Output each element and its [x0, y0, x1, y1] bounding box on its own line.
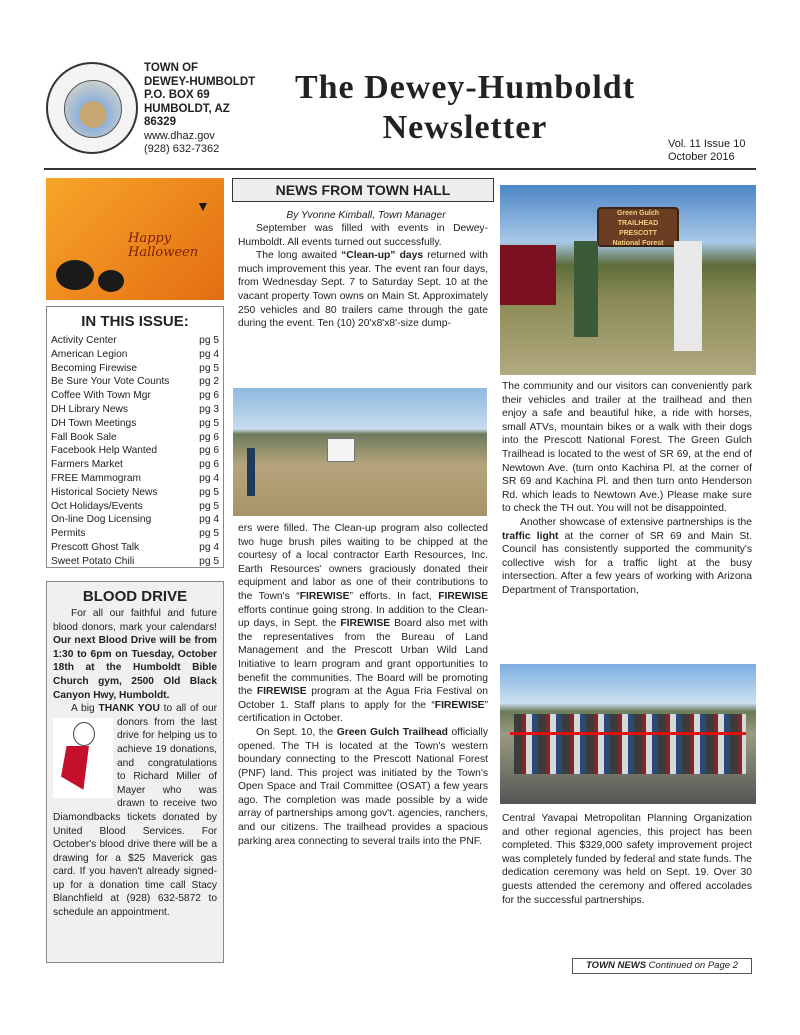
emphasis: FIREWISE: [340, 618, 391, 630]
toc-item[interactable]: [47, 389, 223, 403]
blood-drive-paragraph: [47, 702, 223, 920]
address-line: HUMBOLDT, AZ: [144, 102, 230, 115]
text: Another showcase of extensive partnerships is the: [520, 516, 752, 528]
toc-item[interactable]: [47, 362, 223, 376]
toc-item[interactable]: [47, 513, 223, 527]
toc-item-page: pg 5: [199, 528, 219, 540]
paragraph: [238, 222, 488, 249]
toc-item-page: pg 5: [199, 417, 219, 429]
text: Central Yavapai Metropolitan Planning Organization and other regional agencies, this project has been completed. This $329,000 safety improvement project was completely funded by federal and state funds. The dedication ceremony was held on Sept. 19. Over 30 guests attended the ceremony and offered accolades for the successful partnerships.: [502, 813, 752, 906]
text: September was filled with events in Dewey-Humboldt. All events turned out successfully.: [238, 223, 488, 248]
toc-item-label: On-line Dog Licensing: [51, 514, 152, 526]
toc-item[interactable]: [47, 334, 223, 348]
pumpkin-icon: [56, 260, 94, 290]
address-line: DEWEY-HUMBOLDT: [144, 75, 256, 88]
toc-item-page: pg 5: [199, 486, 219, 498]
address-line: TOWN OF: [144, 62, 199, 74]
toc-item[interactable]: [47, 417, 223, 431]
text: returned with much improvement this year. The event ran four days, from Wednesday Sept. 7 to Saturday Sept. 10 at the vacant property Town owns on Main St. Approximately 250 vehicles and 80 trailers came through the gate during the event. Ten (10) 20'x8'x8'-size dump-: [238, 250, 488, 330]
continued-label: TOWN NEWS: [586, 960, 647, 971]
text: The community and our visitors can conveniently park their vehicles and trailer at the trailhead and then enjoy a safe and beautiful hike, a ride with horses, small ATVs, mountain bikes or a walk with their dogs into the Prescott National Forest. The Green Gulch Trailhead is located to the west of SR 69, at the end of Newtown Ave. (turn onto Kachina Pl. at the corner of SR 69 and Kachina Pl. and then turn onto Henderson Rd. which leads to Newtown Ave.) Please make sure to check the TH out. You will not be disappointed.: [502, 381, 752, 515]
text: Board also met with the representatives from the Bureau of Land Management and the Prescott Urban Wild Land Initiative to learn program and grant opportunities to benefit the communities. The Board will be promoting the: [238, 618, 488, 698]
table-of-contents: [46, 306, 224, 568]
emphasis: FIREWISE: [438, 590, 488, 602]
toc-item-label: Oct Holidays/Events: [51, 500, 143, 512]
halloween-image: [46, 178, 224, 300]
text: ers were filled. The Clean-up program also collected two huge brush piles waiting to be chipped at the courtesy of a local contractor Earth Resources, Inc. Earth Resources' owners graciously donated their equipment and labor as one of their contributions to the Town's “: [238, 523, 488, 602]
toc-item-label: DH Library News: [51, 403, 128, 415]
paragraph: [238, 249, 488, 331]
toc-item[interactable]: [47, 527, 223, 541]
toc-item-page: pg 6: [199, 459, 219, 471]
toc-item[interactable]: [47, 431, 223, 445]
toc-item-page: pg 4: [199, 541, 219, 553]
toc-item-page: pg 6: [199, 431, 219, 443]
toc-item-label: FREE Mammogram: [51, 472, 142, 484]
text: officially opened. The TH is located at the Town's western boundary connecting to the Prescott National Forest (PNF) land. This project was initiated by the Town's Open Space and Trail Committee (OSAT) a few years ago. The completion was made possible by a wide array of partnerships among gov't. agencies, ranchers, and our citizens. The trailhead provides a spacious parking area connecting to several trails into the PNF.: [238, 726, 488, 847]
toc-item[interactable]: [47, 458, 223, 472]
toc-item[interactable]: [47, 403, 223, 417]
text: program at the Agua Fria Festival on October 1. Staff plans to apply for the “: [238, 686, 488, 711]
toc-item-label: Facebook Help Wanted: [51, 445, 158, 457]
trailhead-photo: [500, 185, 756, 375]
trailhead-sign: [597, 207, 679, 247]
drive-details: Our next Blood Drive will be from 1:30 to 6pm on Tuesday, October 18th at the Humboldt Bible Church gym, 2500 Old Black Canyon Hwy, Humboldt.: [53, 635, 217, 701]
toc-item-page: pg 6: [199, 445, 219, 457]
halloween-text-2: Halloween: [128, 245, 199, 260]
cleanup-photo: [233, 388, 487, 516]
paragraph: [238, 726, 488, 848]
header-divider: [44, 168, 756, 170]
toc-item-page: pg 2: [199, 376, 219, 388]
phone-number: (928) 632-7362: [144, 143, 220, 155]
emphasis: FIREWISE: [256, 686, 307, 698]
blood-drive-heading: BLOOD DRIVE: [82, 588, 188, 605]
emphasis: FIREWISE: [299, 590, 350, 602]
town-seal: [46, 62, 138, 154]
toc-item-label: Becoming Firewise: [51, 362, 138, 374]
toc-item-page: pg 5: [199, 500, 219, 512]
text: For all our faithful and future blood donors, mark your calendars!: [53, 608, 217, 633]
toc-item[interactable]: [47, 444, 223, 458]
title-line-1: The Dewey-Humboldt: [294, 69, 636, 106]
newsletter-title: [270, 68, 660, 148]
sign-text: PRESCOTT: [618, 230, 658, 237]
sign-text: Green Gulch: [616, 210, 659, 217]
continued-notice[interactable]: [572, 958, 752, 974]
emphasis: FIREWISE: [434, 699, 485, 711]
toc-item-label: Permits: [51, 528, 86, 540]
toc-item-label: American Legion: [51, 348, 128, 360]
text: A big: [71, 703, 99, 715]
toc-item[interactable]: [47, 541, 223, 555]
toc-item-page: pg 5: [199, 335, 219, 346]
toc-item-page: pg 3: [199, 403, 219, 415]
toc-heading: IN THIS ISSUE:: [81, 313, 189, 330]
halloween-text-1: Happy: [128, 231, 172, 246]
paragraph: [502, 380, 752, 516]
toc-item[interactable]: [47, 555, 223, 569]
thank-you: THANK YOU: [98, 703, 160, 715]
emphasis: traffic light: [502, 530, 559, 542]
byline: By Yvonne Kimball, Town Manager: [286, 210, 446, 221]
article-column: [502, 380, 752, 598]
text: ” certification in October.: [238, 699, 488, 725]
text: ” efforts. In fact,: [349, 590, 439, 602]
emphasis: Green Gulch Trailhead: [336, 726, 448, 738]
toc-item-label: Fall Book Sale: [51, 431, 117, 443]
article-column: [238, 522, 488, 848]
toc-item-label: Prescott Ghost Talk: [51, 541, 140, 553]
toc-item-label: Historical Society News: [51, 486, 158, 498]
sign-text: TRAILHEAD: [617, 220, 659, 227]
emphasis: “Clean-up” days: [341, 250, 424, 262]
toc-item[interactable]: [47, 486, 223, 500]
toc-item[interactable]: [47, 348, 223, 362]
title-line-2: Newsletter: [382, 109, 548, 146]
continued-text: Continued on Page 2: [646, 960, 738, 971]
issue-info: [668, 138, 745, 164]
toc-item-label: Coffee With Town Mgr: [51, 390, 151, 402]
toc-item-label: Activity Center: [51, 335, 117, 346]
text: On Sept. 10, the: [256, 726, 337, 738]
bat-icon: ▼: [196, 198, 210, 214]
address-line: P.O. BOX 69: [144, 89, 210, 101]
toc-item-page: pg 5: [199, 362, 219, 374]
toc-item[interactable]: [47, 500, 223, 514]
toc-item-page: pg 4: [199, 472, 219, 484]
ribbon-cutting-photo: [500, 664, 756, 804]
section-heading: NEWS FROM TOWN HALL: [232, 178, 494, 202]
paragraph: [238, 522, 488, 726]
toc-item-label: Be Sure Your Vote Counts: [51, 376, 170, 388]
text: to all of our donors from the last drive for helping us to achieve 19 donations, and congratulations to Richard Miller of Mayer who was drawn to receive two Diamondbacks tickets donated by United Blood Services. For October's blood drive there will be a drawing for a $25 Maverick gas card. If you haven't already signed-up for a donation time call Stacy Blanchfield at (928) 632-5872 to schedule an appointment.: [53, 703, 217, 919]
text: at the corner of SR 69 and Main St. Council has consistently supported the community's collective wish for a traffic light at the busy intersection. After a few years of working with Arizona Department of Transportation,: [502, 530, 752, 596]
article-column: [238, 222, 488, 331]
toc-item-page: pg 5: [199, 555, 219, 567]
text: The long awaited: [256, 250, 342, 262]
paragraph: [502, 516, 752, 598]
issue-date: October 2016: [668, 151, 735, 163]
toc-item[interactable]: [47, 375, 223, 389]
toc-item[interactable]: [47, 472, 223, 486]
sign-text: National Forest: [612, 240, 664, 247]
paragraph: [502, 812, 752, 907]
blood-drive-paragraph: [47, 607, 223, 702]
toc-item-page: pg 4: [199, 514, 219, 526]
toc-item-page: pg 4: [199, 348, 219, 360]
text: efforts continue going strong. In addition to the Clean-up days, in Sept. the: [238, 604, 488, 630]
pumpkin-icon: [98, 270, 124, 292]
blood-drive-box: [46, 581, 224, 963]
toc-item-label: Farmers Market: [51, 459, 123, 471]
website-link[interactable]: www.dhaz.gov: [144, 129, 215, 142]
article-column: [502, 812, 752, 907]
toc-item-page: pg 6: [199, 390, 219, 402]
toc-item-label: DH Town Meetings: [51, 417, 137, 429]
address-line: 86329: [144, 116, 176, 128]
town-address: [144, 62, 255, 157]
superhero-illustration: [53, 718, 113, 798]
volume-issue: Vol. 11 Issue 10: [668, 138, 746, 150]
toc-item-label: Sweet Potato Chili: [51, 555, 135, 567]
